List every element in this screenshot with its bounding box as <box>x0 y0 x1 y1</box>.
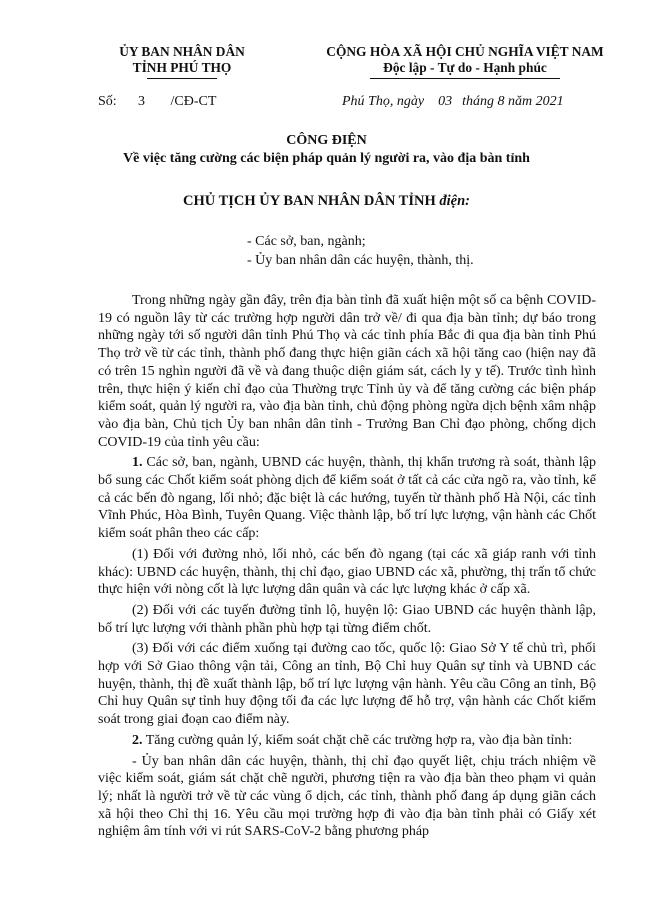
motto-underline <box>370 78 560 79</box>
sender-line <box>0 192 653 210</box>
date-day: 03 <box>438 94 453 109</box>
item-2-number: 2. <box>132 732 143 748</box>
document-body <box>98 292 596 844</box>
document-title: CÔNG ĐIỆN <box>286 133 367 148</box>
sender-suffix: điện: <box>439 193 470 209</box>
number-label: Số: <box>98 94 117 109</box>
motto: Độc lập - Tự do - Hạnh phúc <box>383 60 547 75</box>
item-2-text: Tăng cường quản lý, kiểm soát chặt chẽ các trường hợp ra, vào địa bàn tỉnh: <box>145 732 573 748</box>
document-number: 3 <box>138 94 145 109</box>
nation-name: CỘNG HÒA XÃ HỘI CHỦ NGHĨA VIỆT NAM <box>326 44 604 59</box>
document-symbol: /CĐ-CT <box>170 94 217 109</box>
intro-paragraph: Trong những ngày gần đây, trên địa bàn tỉnh đã xuất hiện một số ca bệnh COVID-19 có nguồn lây từ các trường hợp người dân trở về/ đi qua địa bàn tỉnh; dự báo trong những ngày tới số người dân tỉnh Phú Thọ và các tỉnh phía Bắc đi qua địa bàn tỉnh Phú Thọ trở về từ các tỉnh, thành phố đang thực hiện giãn cách xã hội tăng cao (hiện nay đã có trên 15 nghìn người đã về và đang thuộc diện giám sát, cách ly y tế). Trước tình hình trên, thực hiện ý kiến chỉ đạo của Thường trực Tỉnh ủy và để tăng cường các biện pháp kiểm soát, quản lý người ra, vào địa bàn tỉnh, chủ động phòng ngừa dịch bệnh xâm nhập vào địa bàn, Chủ tịch Ủy ban nhân dân tỉnh - Trưởng Ban Chỉ đạo phòng, chống dịch COVID-19 của tỉnh yêu cầu: <box>98 293 596 450</box>
sub-item-3: (3) Đối với các điểm xuống tại đường cao tốc, quốc lộ: Giao Sở Y tế chủ trì, phối hợp với Sở Giao thông vận tải, Công an tỉnh, Bộ Chỉ huy Quân sự tỉnh và UBND các huyện, thành, thị đề xuất thành lập, bố trí lực lượng vận hành. Yêu cầu Công an tỉnh, Bộ Chỉ huy Quân sự tỉnh huy động tối đa các lực lượng để hỗ trợ, vận hành các Chốt kiểm soát trong giai đoạn cao điểm này. <box>98 641 596 728</box>
authority-line2: TỈNH PHÚ THỌ <box>132 60 232 75</box>
recipient-item: - Các sở, ban, ngành; <box>247 234 366 249</box>
national-motto <box>300 44 630 79</box>
issuing-authority <box>98 44 266 79</box>
sub-item-1: (1) Đối với đường nhỏ, lối nhỏ, các bến đò ngang (tại các xã giáp ranh với tỉnh khác): UBND các huyện, thành, thị chỉ đạo, giao UBND các xã, phường, thị trấn tổ chức thực hiện với nòng cốt là lực lượng dân quân và các lực lượng khác ở cấp xã. <box>98 546 596 598</box>
document-date <box>342 93 564 111</box>
recipient-list <box>247 232 627 270</box>
authority-underline <box>147 78 217 79</box>
date-suffix: tháng 8 năm 2021 <box>462 94 564 109</box>
bullet-paragraph: - Ủy ban nhân dân các huyện, thành, thị chỉ đạo quyết liệt, chịu trách nhiệm về việc kiểm soát, giám sát chặt chẽ người, phương tiện ra vào địa bàn theo phạm vi quản lý; nhất là người trở về từ các vùng ổ dịch, các tỉnh, thành phố đang áp dụng giãn cách xã hội theo Chỉ thị 16. Yêu cầu mọi trường hợp đi vào địa bàn tỉnh phải có Giấy xét nghiệm âm tính với vi rút SARS-CoV-2 bằng phương pháp <box>98 753 596 840</box>
sub-item-2: (2) Đối với các tuyến đường tỉnh lộ, huyện lộ: Giao UBND các huyện thành lập, bố trí lực lượng với thành phần phù hợp tại từng điểm chốt. <box>98 602 596 636</box>
recipient-item: - Ủy ban nhân dân các huyện, thành, thị. <box>247 253 474 268</box>
document-subtitle: Về việc tăng cường các biện pháp quản lý người ra, vào địa bàn tỉnh <box>123 151 530 166</box>
document-number-line <box>98 93 618 111</box>
item-1-text: Các sở, ban, ngành, UBND các huyện, thành, thị khẩn trương rà soát, thành lập bổ sung các Chốt kiểm soát phòng dịch để kiểm soát ở tất cả các cửa ngõ ra, vào tỉnh, kể cả các bến đò ngang, lối nhỏ; đặc biệt là các hướng, tuyến từ thành phố Hà Nội, các tỉnh Vĩnh Phúc, Hòa Bình, Tuyên Quang. Việc thành lập, bố trí lực lượng, vận hành các Chốt kiểm soát phân theo các cấp: <box>98 455 597 542</box>
item-2-paragraph <box>98 732 596 750</box>
sender-main: CHỦ TỊCH ỦY BAN NHÂN DÂN TỈNH <box>183 193 436 209</box>
item-1-paragraph <box>98 454 596 543</box>
authority-line1: ỦY BAN NHÂN DÂN <box>119 44 245 59</box>
item-1-number: 1. <box>132 455 143 471</box>
date-prefix: Phú Thọ, ngày <box>342 94 425 109</box>
